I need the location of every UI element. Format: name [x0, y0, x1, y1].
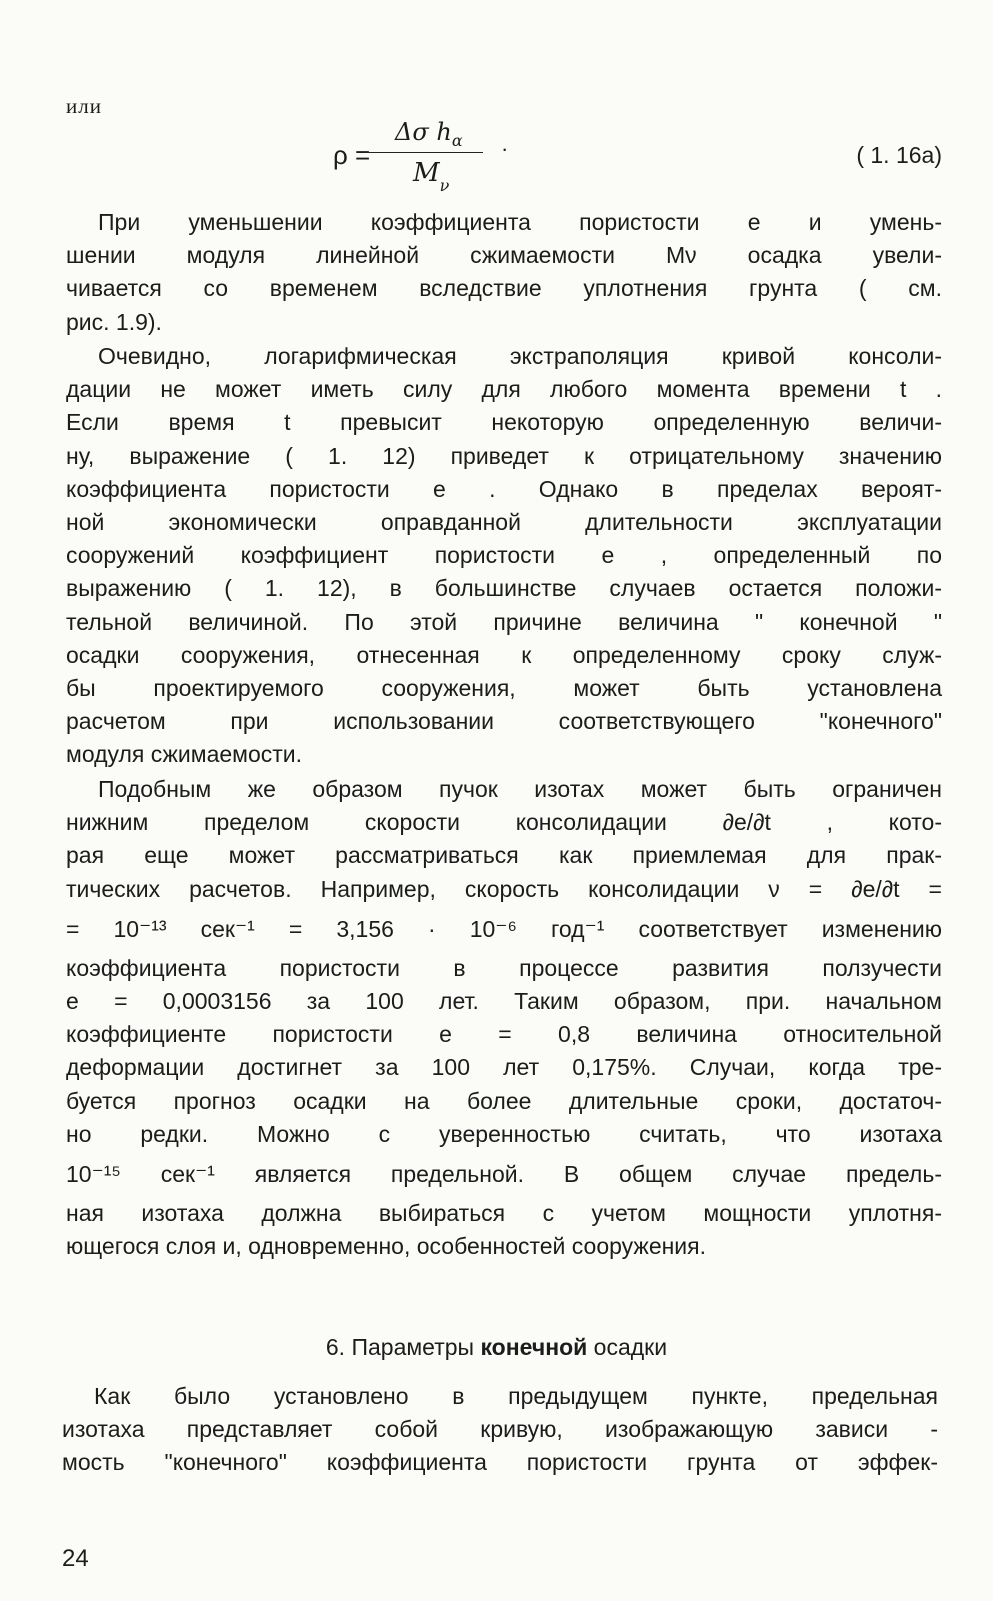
text-line: коэффициента пористости e . Однако в пределах вероят- [66, 475, 942, 502]
text-line: Как было установлено в предыдущем пункте, предельная [94, 1383, 938, 1409]
formula-lhs: ρ = [333, 140, 371, 170]
formula-numerator: Δσ $h_\alpha$ [395, 118, 463, 150]
text-line: ной экономически оправданной длительности эксплуатации [66, 508, 942, 535]
text-line: При уменьшении коэффициента пористости e и умень- [98, 209, 942, 235]
text-line: Подобным же образом пучок изотах может быть ограничен [98, 776, 942, 802]
text-line: e = 0,0003156 за 100 лет. Таким образом, при. начальном [66, 987, 942, 1014]
paragraph-3 [66, 773, 942, 1263]
text-line: Очевидно, логарифмическая экстраполяция кривой консоли- [98, 343, 942, 369]
text-line: чивается со временем вследствие уплотнения грунта ( см. [66, 275, 942, 302]
text-line: рая еще может рассматриваться как приемлемая для прак- [66, 842, 942, 869]
text-line: шении модуля линейной сжимаемости Mν осадка увели- [66, 242, 942, 269]
paragraph-2 [66, 340, 942, 771]
text-line: ная изотаха должна выбираться с учетом мощности уплотня- [66, 1199, 942, 1226]
text-line: выражению ( 1. 12), в большинстве случаев остается положи- [66, 575, 942, 602]
text-line: коэффициента пористости в процессе развития ползучести [66, 954, 942, 981]
text-line: нижним пределом скорости консолидации ∂e/∂t , кото- [66, 809, 942, 836]
text-line: бы проектируемого сооружения, может быть установлена [66, 674, 942, 701]
section-title-bold: конечной [480, 1334, 588, 1360]
section-heading [0, 1334, 993, 1361]
text-line: тических расчетов. Например, скорость консолидации ν = ∂e/∂t = [66, 875, 942, 902]
formula-dot: · [501, 136, 509, 161]
text-line: рис. 1.9). [66, 308, 162, 335]
text-line: но редки. Можно с уверенностью считать, что изотаха [66, 1120, 942, 1147]
text-line: ну, выражение ( 1. 12) приведет к отрицательному значению [66, 442, 942, 469]
equation-number: ( 1. 16а) [856, 142, 942, 168]
text-line: мость "конечного" коэффициента пористости грунта от эффек- [62, 1449, 938, 1476]
text-line: тельной величиной. По этой причине величина " конечной " [66, 608, 942, 635]
text-line: ющегося слоя и, одновременно, особенностей сооружения. [66, 1233, 707, 1260]
fraction-bar [363, 152, 483, 153]
text-line: буется прогноз осадки на более длительные сроки, достаточ- [66, 1087, 942, 1114]
section-title-end: осадки [593, 1334, 668, 1360]
text-line: коэффициенте пористости e = 0,8 величина относительной [66, 1021, 942, 1048]
text-line: Если время t превысит некоторую определенную величи- [66, 409, 942, 436]
text-line: сооружений коэффициент пористости e , определенный по [66, 542, 942, 569]
paragraph-1 [66, 206, 942, 339]
text-line: модуля сжимаемости. [66, 741, 303, 768]
text-line: изотаха представляет собой кривую, изображающую зависи - [62, 1416, 938, 1443]
text-line: деформации достигнет за 100 лет 0,175%. Случаи, когда тре- [66, 1054, 942, 1081]
section-number: 6. [325, 1334, 346, 1360]
formula-denominator: $M_\nu$ [413, 158, 450, 195]
text-line: расчетом при использовании соответствующего "конечного" [66, 708, 942, 735]
text-line: 10⁻¹⁵ сек⁻¹ является предельной. В общем случае предель- [66, 1160, 942, 1187]
text-line: = 10⁻¹³ сек⁻¹ = 3,156 · 10⁻⁶ год⁻¹ соответствует изменению [66, 915, 942, 942]
page-number: 24 [62, 1545, 89, 1572]
formula-1-16a [333, 112, 523, 202]
header-word: или [66, 94, 102, 118]
section-title-part: Параметры [351, 1334, 475, 1360]
paragraph-4 [62, 1380, 938, 1480]
text-line: дации не может иметь силу для любого момента времени t . [66, 376, 942, 403]
text-line: осадки сооружения, отнесенная к определенному сроку служ- [66, 641, 942, 668]
